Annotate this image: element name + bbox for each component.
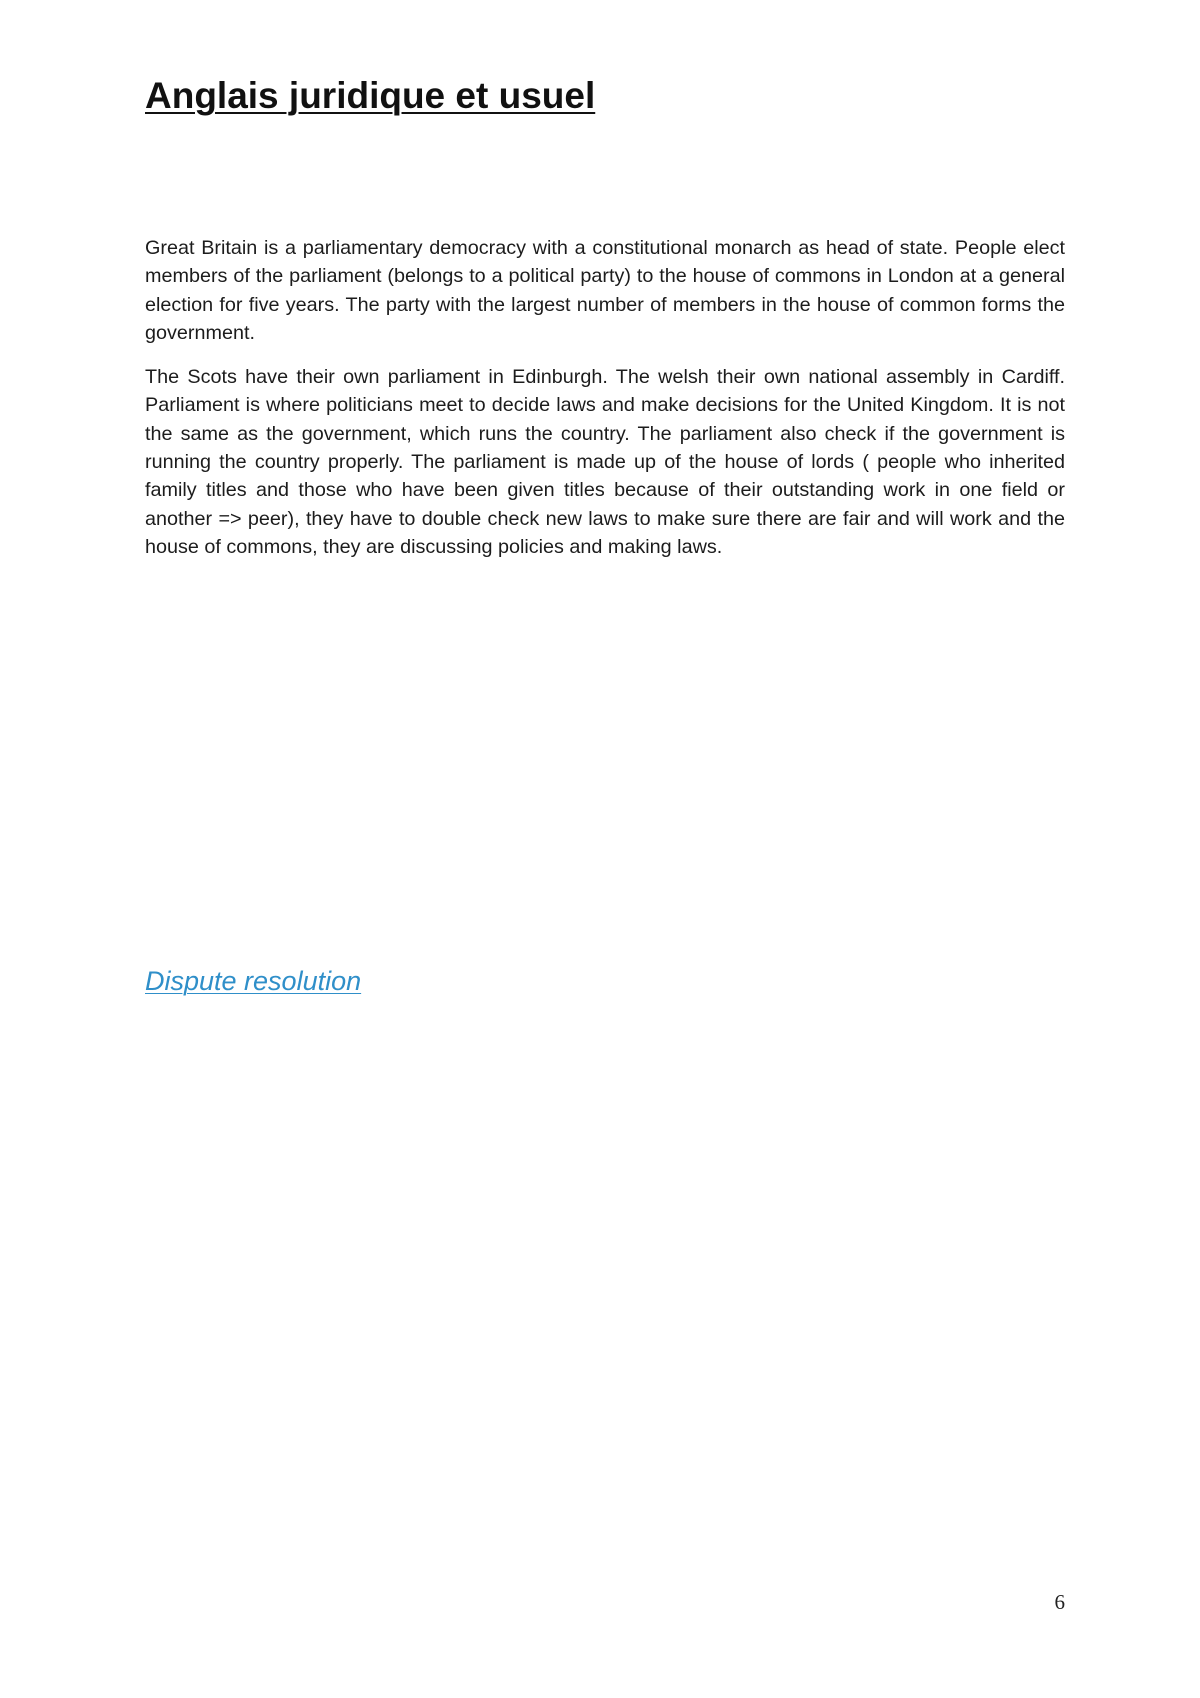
body-text bbox=[145, 234, 1065, 577]
page-number: 6 bbox=[1054, 1590, 1065, 1614]
paragraph-parliament-overview: Great Britain is a parliamentary democracy with a constitutional monarch as head of state. People elect members of the parliament (belongs to a political party) to the house of commons in London at a general election for five years. The party with the largest number of members in the house of common forms the government. bbox=[145, 237, 1065, 344]
paragraph-scots-and-parliament: The Scots have their own parliament in Edinburgh. The welsh their own national assembly in Cardiff. Parliament is where politicians meet to decide laws and make decisions for the United Kingdom. It is not the same as the government, which runs the country. The parliament also check if the government is running the country properly. The parliament is made up of the house of lords ( people who inherited family titles and those who have been given titles because of their outstanding work in one field or another => peer), they have to double check new laws to make sure there are fair and will work and the house of commons, they are discussing policies and making laws. bbox=[145, 366, 1065, 558]
document-title: Anglais juridique et usuel bbox=[145, 75, 596, 116]
dispute-resolution-link[interactable]: Dispute resolution bbox=[145, 966, 362, 996]
